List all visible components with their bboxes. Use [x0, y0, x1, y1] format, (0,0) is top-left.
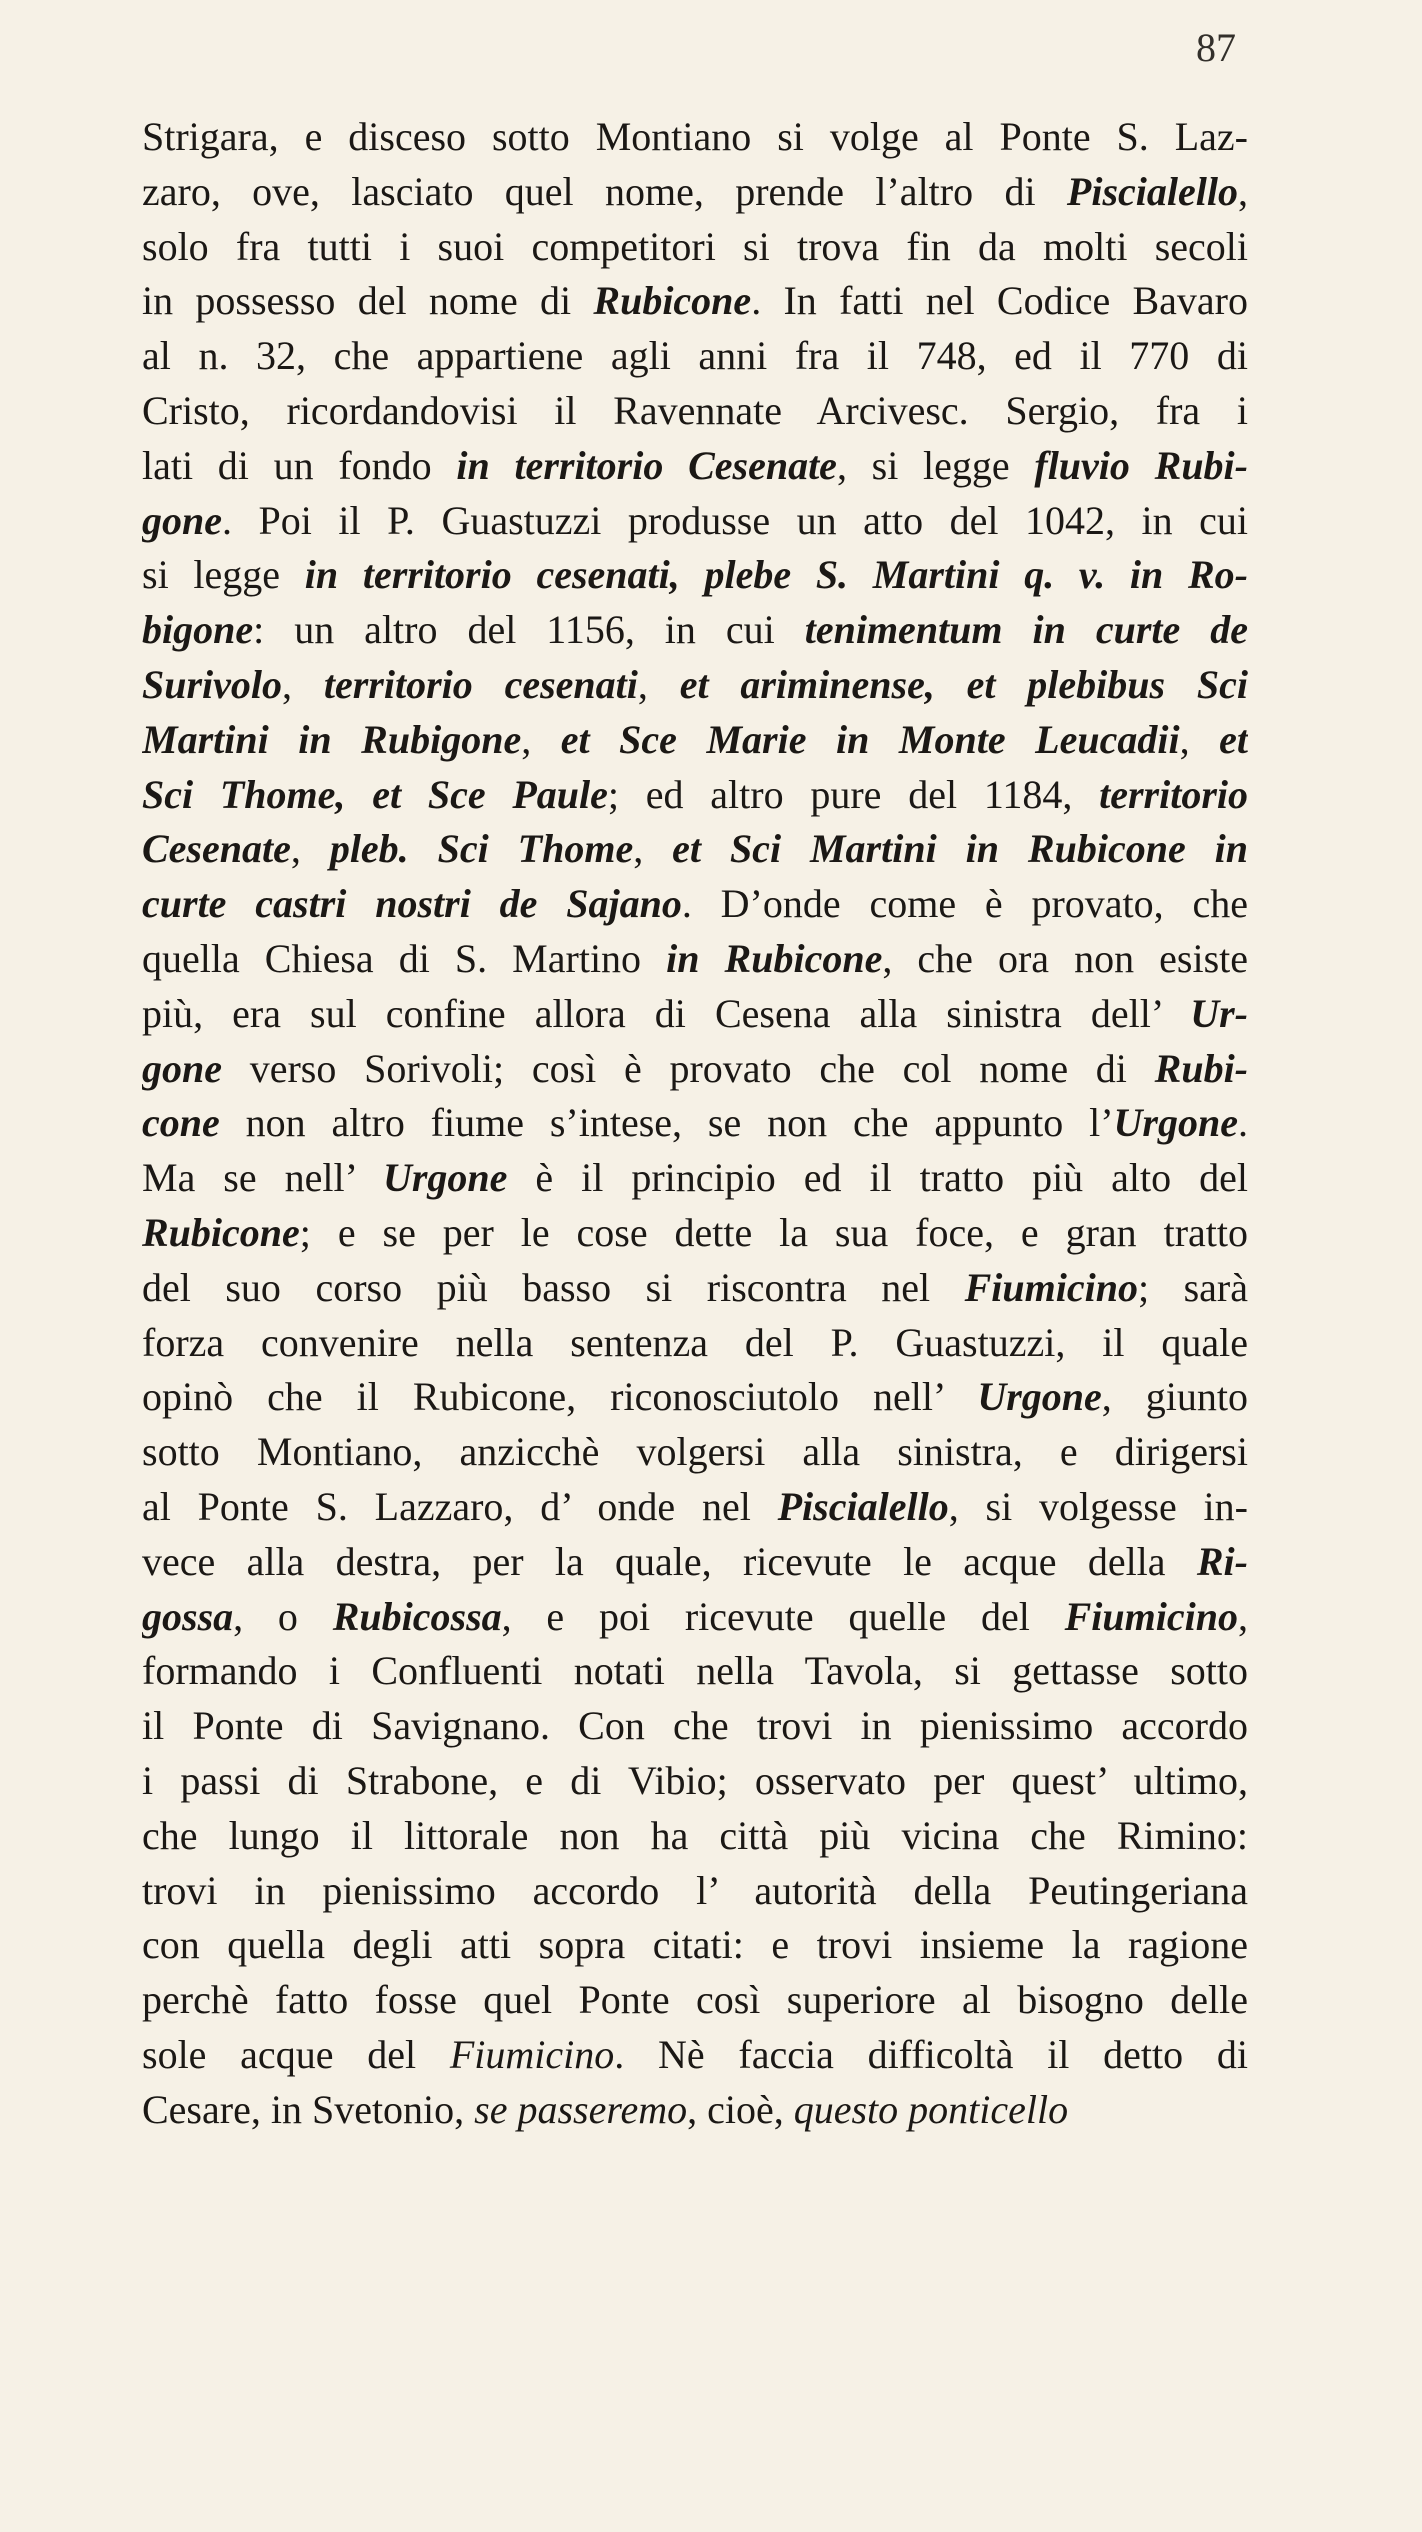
text-run: . In fatti nel Codice Bavaro	[751, 278, 1248, 324]
italic-text: curte castri nostri de Sajano	[142, 881, 682, 927]
text-run: forza convenire nella sentenza del P. Guastuzzi, il quale	[142, 1319, 1248, 1365]
text-run: . D’onde come è provato, che	[681, 881, 1248, 927]
text-line	[142, 1042, 1248, 1097]
text-line	[142, 768, 1248, 823]
italic-text: Cesenate	[142, 826, 291, 872]
italic-text: Ur-	[1190, 990, 1248, 1036]
text-run: , o	[233, 1593, 333, 1639]
text-line	[142, 1973, 1248, 2028]
text-run: del suo corso più basso si riscontra nel	[142, 1264, 965, 1310]
text-line	[142, 329, 1248, 384]
text-run: zaro, ove, lasciato quel nome, prende l’altro di	[142, 168, 1067, 214]
text-line	[142, 1699, 1248, 1754]
text-run: sole acque del	[142, 2031, 450, 2077]
italic-text: Fiumicino	[964, 1264, 1138, 1310]
italic-text: Rubicossa	[332, 1593, 502, 1639]
text-run: : un altro del 1156, in cui	[253, 607, 805, 653]
italic-text: questo ponticello	[793, 2086, 1069, 2132]
text-line	[142, 2083, 1248, 2138]
text-run: quella Chiesa di S. Martino	[142, 935, 667, 981]
italic-text: Urgone	[977, 1374, 1102, 1420]
text-run: ; sarà	[1137, 1264, 1248, 1310]
italic-text: gossa	[142, 1593, 234, 1639]
text-line	[142, 165, 1248, 220]
text-run: solo fra tutti i suoi competitori si trova fin da molti secoli	[142, 223, 1248, 269]
text-run: ; e se per le cose dette la sua foce, e gran tratto	[299, 1209, 1248, 1255]
italic-text: Sci Thome, et Sce Paule	[142, 771, 608, 817]
italic-text: in Rubicone	[666, 935, 883, 981]
text-line	[142, 987, 1248, 1042]
italic-text: gone	[142, 497, 222, 543]
text-run: verso Sorivoli; così è provato che col nome di	[222, 1045, 1155, 1091]
italic-text: Urgone	[1113, 1100, 1238, 1146]
italic-text: et	[1219, 716, 1248, 762]
text-line	[142, 1151, 1248, 1206]
text-run: ,	[290, 826, 330, 872]
text-line	[142, 110, 1248, 165]
text-run: , giunto	[1101, 1374, 1248, 1420]
body-text	[142, 110, 1248, 2137]
text-run: il Ponte di Savignano. Con che trovi in pienissimo accordo	[142, 1703, 1248, 1749]
text-line	[142, 439, 1248, 494]
text-line	[142, 658, 1248, 713]
text-line	[142, 2028, 1248, 2083]
text-line	[142, 1261, 1248, 1316]
text-line	[142, 1864, 1248, 1919]
text-run: al Ponte S. Lazzaro, d’ onde nel	[142, 1483, 778, 1529]
text-run: ,	[637, 661, 680, 707]
text-line	[142, 1918, 1248, 1973]
italic-text: in territorio Cesenate	[456, 442, 837, 488]
text-line	[142, 1809, 1248, 1864]
text-run: con quella degli atti sopra citati: e trovi insieme la ragione	[142, 1922, 1248, 1968]
text-line	[142, 822, 1248, 877]
italic-text: Piscialello	[777, 1483, 949, 1529]
text-line	[142, 1316, 1248, 1371]
text-run: sotto Montiano, anzicchè volgersi alla sinistra, e dirigersi	[142, 1429, 1248, 1475]
text-run: in possesso del nome di	[142, 278, 594, 324]
text-run: ,	[1179, 716, 1220, 762]
italic-text: tenimentum in curte de	[804, 607, 1248, 653]
italic-text: et Sce Marie in Monte Leucadii	[560, 716, 1180, 762]
text-run: che lungo il littorale non ha città più vicina che Rimino:	[142, 1812, 1248, 1858]
italic-text: Surivolo	[142, 661, 283, 707]
text-run: , si legge	[836, 442, 1035, 488]
text-line	[142, 1425, 1248, 1480]
text-run: i passi di Strabone, e di Vibio; osservato per quest’ ultimo,	[142, 1757, 1248, 1803]
text-run: non altro fiume s’intese, se non che appunto l’	[219, 1100, 1114, 1146]
text-run: ,	[633, 826, 673, 872]
text-line	[142, 932, 1248, 987]
text-line	[142, 1590, 1248, 1645]
page-number: 87	[1196, 25, 1236, 70]
text-line	[142, 384, 1248, 439]
text-run: , cioè,	[687, 2086, 794, 2132]
text-run: Ma se nell’	[142, 1155, 383, 1201]
italic-text: Rubicone	[142, 1209, 300, 1255]
text-run: formando i Confluenti notati nella Tavola, si gettasse sotto	[142, 1648, 1248, 1694]
italic-text: pleb. Sci Thome	[329, 826, 634, 872]
text-run: , che ora non esiste	[882, 935, 1248, 981]
text-line	[142, 274, 1248, 329]
italic-text: Ri-	[1196, 1538, 1248, 1584]
text-run: , si volgesse in-	[948, 1483, 1248, 1529]
text-run: opinò che il Rubicone, riconosciutolo nell’	[142, 1374, 978, 1420]
text-line	[142, 713, 1248, 768]
text-run: ; ed altro pure del 1184,	[607, 771, 1100, 817]
text-run: Cristo, ricordandovisi il Ravennate Arcivesc. Sergio, fra i	[142, 387, 1248, 433]
text-line	[142, 1644, 1248, 1699]
text-run: lati di un fondo	[142, 442, 457, 488]
text-run: si legge	[142, 552, 305, 598]
text-run: più, era sul confine allora di Cesena alla sinistra dell’	[142, 990, 1191, 1036]
italic-text: Fiumicino	[1064, 1593, 1238, 1639]
italic-text: Piscialello	[1066, 168, 1238, 214]
text-run: , e poi ricevute quelle del	[501, 1593, 1065, 1639]
italic-text: gone	[142, 1045, 222, 1091]
text-line	[142, 1480, 1248, 1535]
text-line	[142, 1096, 1248, 1151]
text-line	[142, 1206, 1248, 1261]
italic-text: in territorio cesenati, plebe S. Martini q. v. in Ro-	[304, 552, 1248, 598]
italic-text: fluvio Rubi-	[1034, 442, 1248, 488]
italic-text: et Sci Martini in Rubicone in	[672, 826, 1248, 872]
italic-text: Fiumicino	[449, 2031, 615, 2077]
text-line	[142, 603, 1248, 658]
text-line	[142, 220, 1248, 275]
italic-text: Urgone	[382, 1155, 508, 1201]
text-line	[142, 494, 1248, 549]
italic-text: et ariminense, et plebibus Sci	[679, 661, 1248, 707]
text-run: ,	[1238, 168, 1248, 214]
italic-text: territorio	[1099, 771, 1248, 817]
text-line	[142, 548, 1248, 603]
text-run: Cesare, in Svetonio,	[142, 2086, 475, 2132]
text-run: vece alla destra, per la quale, ricevute le acque della	[142, 1538, 1197, 1584]
text-run: ,	[1238, 1593, 1248, 1639]
text-run: è il principio ed il tratto più alto del	[507, 1155, 1248, 1201]
italic-text: bigone	[142, 607, 254, 653]
text-run: .	[1238, 1100, 1248, 1146]
text-line	[142, 1535, 1248, 1590]
text-run: perchè fatto fosse quel Ponte così superiore al bisogno delle	[142, 1977, 1248, 2023]
italic-text: Rubicone	[593, 278, 752, 324]
text-run: Strigara, e disceso sotto Montiano si volge al Ponte S. Laz-	[142, 114, 1248, 159]
italic-text: Rubi-	[1154, 1045, 1248, 1091]
text-run: trovi in pienissimo accordo l’ autorità della Peutingeriana	[142, 1867, 1248, 1913]
text-run: . Nè faccia difficoltà il detto di	[614, 2031, 1248, 2077]
italic-text: Martini in Rubigone	[142, 716, 522, 762]
italic-text: territorio cesenati	[323, 661, 638, 707]
italic-text: se passeremo	[474, 2086, 688, 2132]
text-run: ,	[282, 661, 324, 707]
text-line	[142, 1754, 1248, 1809]
text-run: al n. 32, che appartiene agli anni fra il 748, ed il 770 di	[142, 333, 1248, 379]
text-line	[142, 1370, 1248, 1425]
text-run: ,	[521, 716, 561, 762]
text-run: . Poi il P. Guastuzzi produsse un atto del 1042, in cui	[222, 497, 1248, 543]
text-line	[142, 877, 1248, 932]
italic-text: cone	[142, 1100, 220, 1146]
